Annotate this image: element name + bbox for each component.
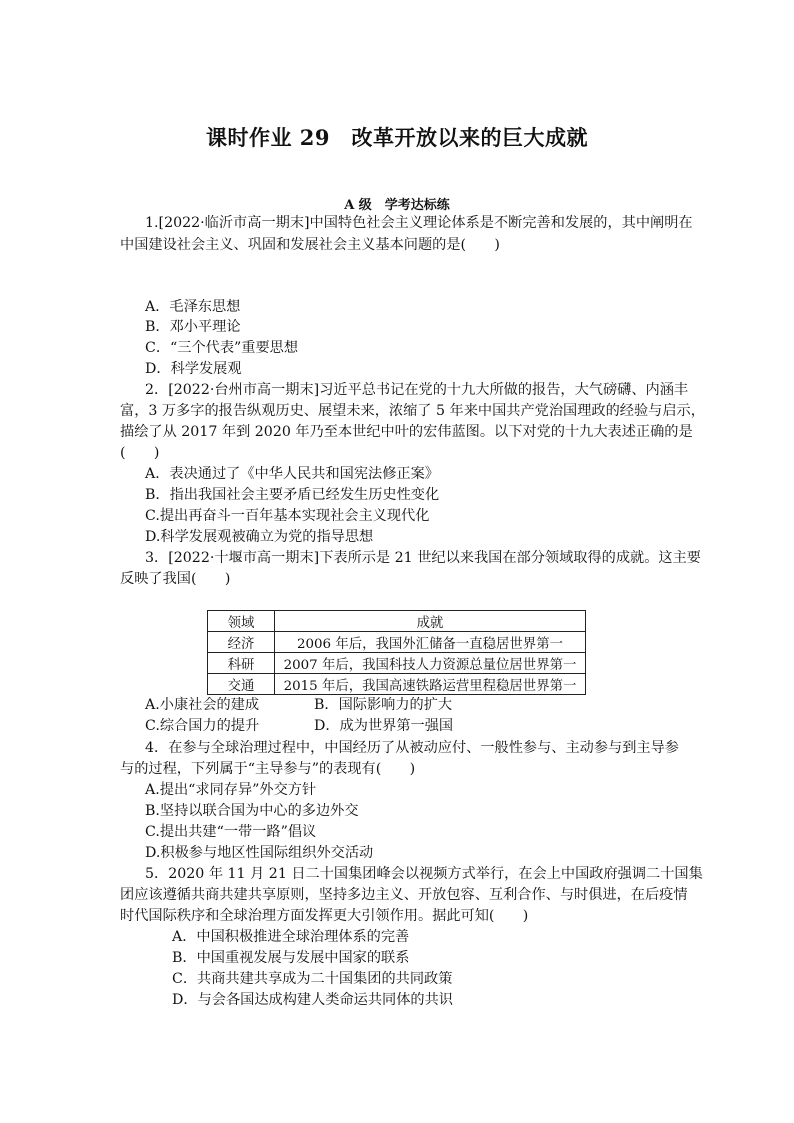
q4-stem-line1: 4．在参与全球治理过程中，中国经历了从被动应付、一般性参与、主动参与到主导参 xyxy=(145,740,679,756)
table-header-cell: 成就 xyxy=(275,611,586,632)
q2-option-a: A．表决通过了《中华人民共和国宪法修正案》 xyxy=(145,466,439,482)
q3-option-b: B．国际影响力的扩大 xyxy=(314,697,453,713)
q5-option-c: C．共商共建共享成为二十国集团的共同政策 xyxy=(172,971,453,987)
q5-option-d: D．与会各国达成构建人类命运共同体的共识 xyxy=(172,992,453,1008)
q3-option-c: C.综合国力的提升 xyxy=(145,718,260,734)
table-cell: 交通 xyxy=(208,674,275,695)
q1-option-d: D．科学发展观 xyxy=(145,361,242,377)
q5-stem-line2: 团应该遵循共商共建共享原则，坚持多边主义、开放包容、互利合作、与时俱进，在后疫情 xyxy=(120,887,688,903)
table-cell: 2007 年后，我国科技人力资源总量位居世界第一 xyxy=(275,653,586,674)
table-cell: 经济 xyxy=(208,632,275,653)
q1-option-b: B．邓小平理论 xyxy=(145,319,241,335)
q4-stem-line2: 与的过程，下列属于“主导参与”的表现有( ) xyxy=(120,761,416,777)
table-row xyxy=(208,674,586,695)
q4-option-d: D.积极参与地区性国际组织外交活动 xyxy=(145,845,374,861)
q2-stem-line4: ( ) xyxy=(120,445,160,461)
q5-option-b: B．中国重视发展与发展中国家的联系 xyxy=(172,950,410,966)
q1-option-a: A．毛泽东思想 xyxy=(145,299,241,315)
q3-option-a: A.小康社会的建成 xyxy=(145,697,260,713)
q2-option-b: B．指出我国社会主要矛盾已经发生历史性变化 xyxy=(145,487,440,503)
q3-stem-line1: 3．[2022·十堰市高一期末]下表所示是 21 世纪以来我国在部分领域取得的成就。这主要 xyxy=(145,550,701,566)
achievements-table xyxy=(207,610,586,695)
q2-stem-line1: 2．[2022·台州市高一期末]习近平总书记在党的十九大所做的报告，大气磅礴、内涵丰 xyxy=(145,382,689,398)
table-row xyxy=(208,632,586,653)
page-title: 课时作业 29 改革开放以来的巨大成就 xyxy=(205,125,589,150)
table-header-row xyxy=(208,611,586,632)
table-cell: 科研 xyxy=(208,653,275,674)
table-cell: 2006 年后，我国外汇储备一直稳居世界第一 xyxy=(275,632,586,653)
q5-option-a: A．中国积极推进全球治理体系的完善 xyxy=(172,929,410,945)
q1-option-c: C．“三个代表”重要思想 xyxy=(145,340,299,356)
table-row xyxy=(208,653,586,674)
q5-stem-line3: 时代国际秩序和全球治理方面发挥更大引领作用。据此可知( ) xyxy=(120,908,529,924)
q2-option-d: D.科学发展观被确立为党的指导思想 xyxy=(145,529,374,545)
table-cell: 2015 年后，我国高速铁路运营里程稳居世界第一 xyxy=(275,674,586,695)
table-header-cell: 领域 xyxy=(208,611,275,632)
q4-option-a: A.提出“求同存异”外交方针 xyxy=(145,782,317,798)
q4-option-b: B.坚持以联合国为中心的多边外交 xyxy=(145,803,359,819)
q3-option-d: D．成为世界第一强国 xyxy=(314,718,454,734)
q3-stem-line2: 反映了我国( ) xyxy=(120,571,231,587)
q1-stem-line1: 1.[2022·临沂市高一期末]中国特色社会主义理论体系是不断完善和发展的，其中阐明在 xyxy=(145,215,693,231)
q5-stem-line1: 5．2020 年 11 月 21 日二十国集团峰会以视频方式举行，在会上中国政府强调二十国集 xyxy=(145,866,703,882)
q2-stem-line3: 描绘了从 2017 年到 2020 年乃至本世纪中叶的宏伟蓝图。以下对党的十九大表述正确的是 xyxy=(120,424,693,440)
q2-stem-line2: 富，3 万多字的报告纵观历史、展望未来，浓缩了 5 年来中国共产党治国理政的经验与启示， xyxy=(120,403,705,419)
q4-option-c: C.提出共建“一带一路”倡议 xyxy=(145,824,317,840)
q1-stem-line2: 中国建设社会主义、巩固和发展社会主义基本问题的是( ) xyxy=(120,237,500,253)
q2-option-c: C.提出再奋斗一百年基本实现社会主义现代化 xyxy=(145,508,430,524)
section-heading: A 级 学考达标练 xyxy=(344,198,450,213)
